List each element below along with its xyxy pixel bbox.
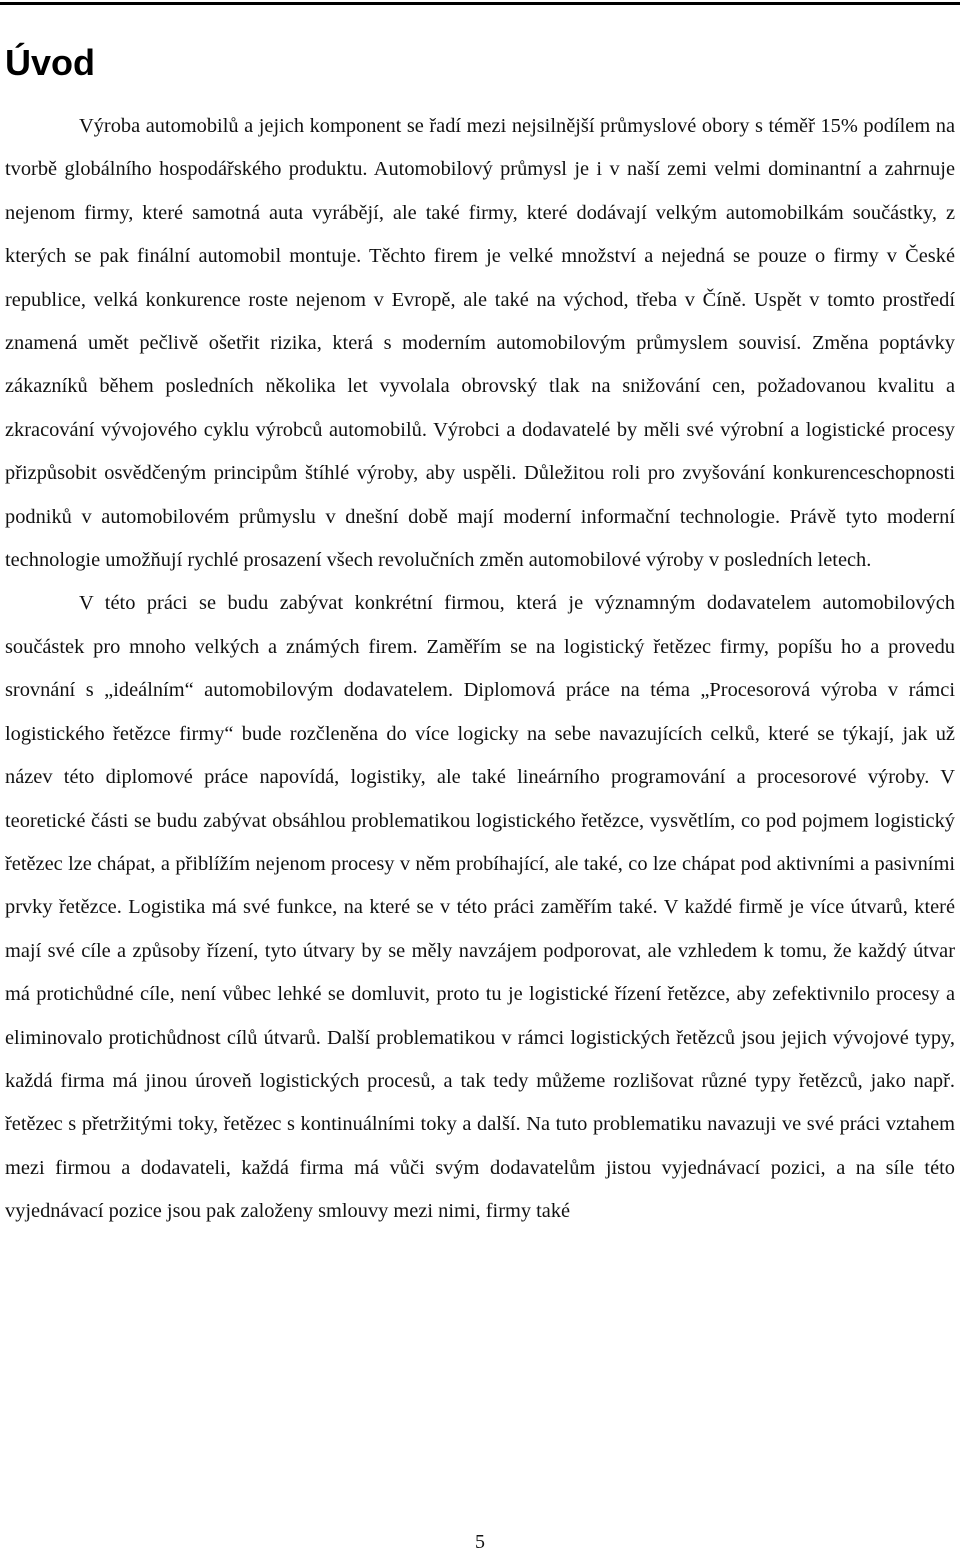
top-rule: [0, 2, 960, 5]
paragraph-2: V této práci se budu zabývat konkrétní firmou, která je významným dodavatelem automobilových součástek pro mnoho velkých a známých firem. Zaměřím se na logistický řetězec firmy, popíšu ho a provedu srovnání s „ideálním“ automobilovým dodavatelem. Diplomová práce na téma „Procesorová výroba v rámci logistického řetězce firmy“ bude rozčleněna do více logicky na sebe navazujících celků, které se týkají, jak už název této diplomové práce napovídá, logistiky, ale také lineárního programování a procesorové výroby. V teoretické části se budu zabývat obsáhlou problematikou logistického řetězce, vysvětlím, co pod pojmem logistický řetězec lze chápat, a přiblížím nejenom procesy v něm probíhající, ale také, co lze chápat pod aktivními a pasivními prvky řetězce. Logistika má své funkce, na které se v této práci zaměřím také. V každé firmě je více útvarů, které mají své cíle a způsoby řízení, tyto útvary by se měly navzájem podporovat, ale vzhledem k tomu, že každý útvar má protichůdné cíle, není vůbec lehké se domluvit, proto tu je logistické řízení řetězce, aby zefektivnilo procesy a eliminovalo protichůdnost cílů útvarů. Další problematikou v rámci logistických řetězců jsou jejich vývojové typy, každá firma má jinou úroveň logistických procesů, a tak tedy můžeme rozlišovat různé typy řetězců, jako např. řetězec s přetržitými toky, řetězec s kontinuálními toky a další. Na tuto problematiku navazuji ve své práci vztahem mezi firmou a dodavateli, každá firma má vůči svým dodavatelům jistou vyjednávací pozici, a na síle této vyjednávací pozice jsou pak založeny smlouvy mezi nimi, firmy také: [5, 592, 955, 1223]
body-text: [5, 105, 955, 1234]
paragraph-1: Výroba automobilů a jejich komponent se řadí mezi nejsilnější průmyslové obory s téměř 15% podílem na tvorbě globálního hospodářského produktu. Automobilový průmysl je i v naší zemi velmi dominantní a zahrnuje nejenom firmy, které samotná auta vyrábějí, ale také firmy, které dodávají velkým automobilkám součástky, z kterých se pak finální automobil montuje. Těchto firem je velké množství a nejedná se pouze o firmy v České republice, velká konkurence roste nejenom v Evropě, ale také na východ, třeba v Číně. Uspět v tomto prostředí znamená umět pečlivě ošetřit rizika, která s moderním automobilovým průmyslem souvisí. Změna poptávky zákazníků během posledních několika let vyvolala obrovský tlak na snižování cen, požadovanou kvalitu a zkracování vývojového cyklu výrobců automobilů. Výrobci a dodavatelé by měli své výrobní a logistické procesy přizpůsobit osvědčeným principům štíhlé výroby, aby uspěli. Důležitou roli pro zvyšování konkurenceschopnosti podniků v automobilovém průmyslu v dnešní době mají moderní informační technologie. Právě tyto moderní technologie umožňují rychlé prosazení všech revolučních změn automobilové výroby v posledních letech.: [5, 115, 955, 572]
page-number: 5: [475, 1531, 485, 1553]
page-title: Úvod: [5, 42, 95, 83]
